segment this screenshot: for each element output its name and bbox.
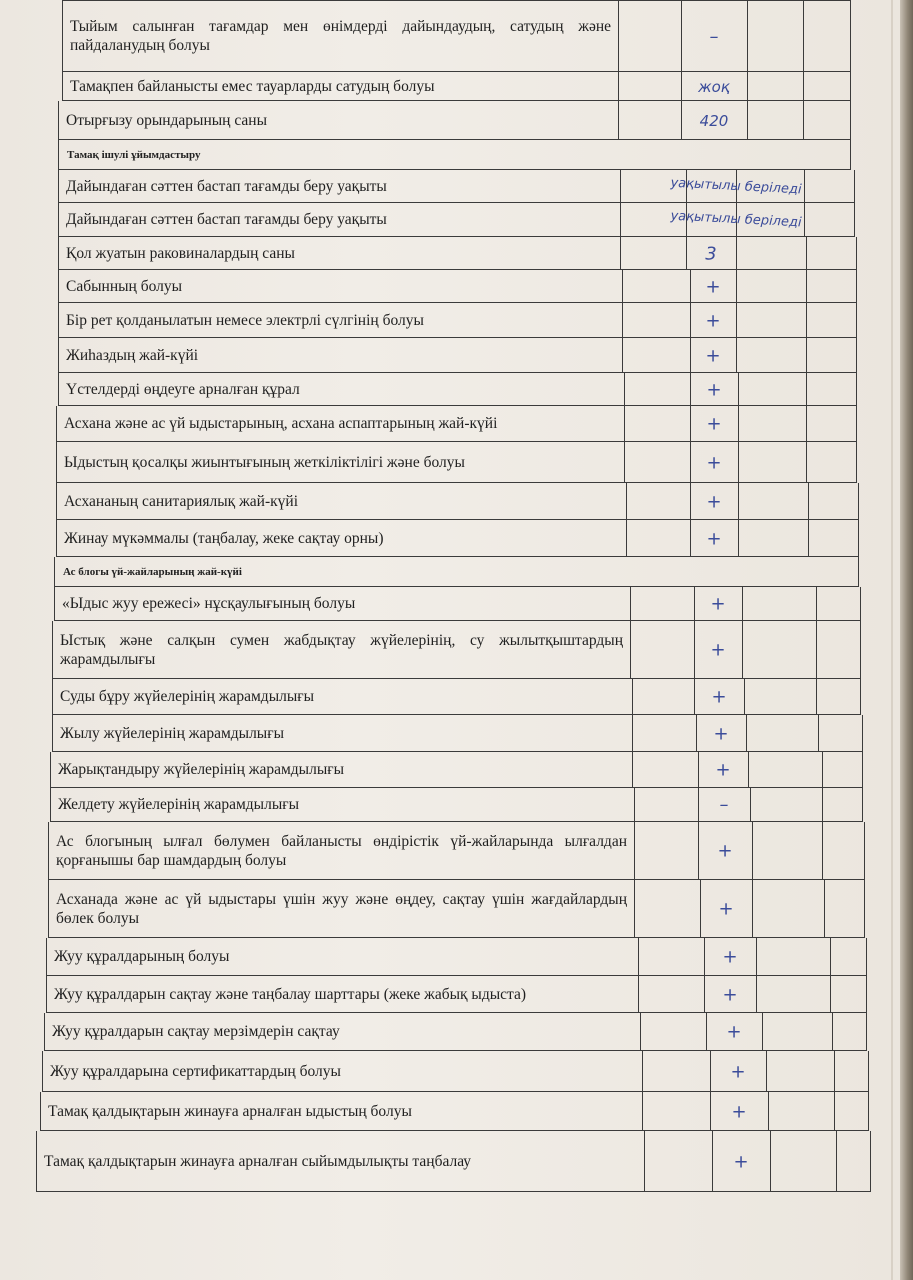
table-cell: [624, 406, 690, 441]
table-row: [58, 303, 857, 338]
table-row: [50, 788, 863, 822]
table-row: [56, 406, 857, 442]
item-label: Дайындаған сәттен бастап тағамды беру уақыты: [66, 177, 387, 195]
item-label: Асхананың санитариялық жай-күйі: [64, 492, 298, 510]
section-title: Ас блогы үй-жайларының жай-күйі: [63, 565, 242, 578]
table-cell: [744, 679, 816, 714]
handwritten-mark: +: [713, 723, 729, 744]
table-cell: [803, 72, 852, 100]
item-label: Ыстық және салқын сумен жабдықтау жүйелерінің, су жылытқыштардың жарамдылығы: [60, 631, 623, 668]
table-row: [56, 483, 859, 520]
item-label: Үстелдерді өңдеуге арналған құрал: [66, 380, 300, 398]
handwritten-mark: +: [706, 491, 722, 512]
table-cell: [736, 338, 806, 372]
table-cell: [626, 483, 690, 519]
handwritten-mark: +: [722, 946, 738, 968]
table-cell: [736, 270, 806, 302]
table-row: [58, 270, 857, 303]
table-cell: [746, 715, 818, 751]
item-label: Тамақ қалдықтарын жинауға арналған сыйымдылықты таңбалау: [44, 1152, 472, 1170]
item-label: Жиһаздың жай-күйі: [66, 346, 199, 364]
handwritten-mark: +: [706, 452, 722, 473]
table-cell: [747, 72, 803, 100]
handwritten-mark: +: [710, 593, 726, 615]
table-cell: [630, 587, 694, 620]
table-cell: [738, 520, 808, 556]
table-row: [50, 752, 863, 788]
table-cell: [762, 1013, 832, 1050]
table-row: [62, 72, 851, 101]
table-cell: [752, 880, 824, 937]
table-cell: [640, 1013, 706, 1050]
handwritten-mark: уақытылы беріледі: [670, 208, 802, 231]
table-row: [58, 101, 851, 140]
handwritten-mark: 3: [705, 243, 717, 264]
table-cell: [756, 938, 830, 975]
item-label: Бір рет қолданылатын немесе электрлі сүлгінің болуы: [66, 311, 424, 329]
handwritten-mark: +: [705, 276, 721, 297]
table-cell: [642, 1051, 710, 1091]
table-row: [52, 679, 861, 715]
table-cell: [742, 621, 816, 678]
handwritten-mark: +: [730, 1061, 746, 1082]
handwritten-mark: жоқ: [698, 77, 730, 96]
table-row: [48, 822, 865, 880]
handwritten-mark: +: [706, 528, 722, 549]
page-edge-line: [891, 0, 893, 1280]
table-cell: [806, 338, 858, 372]
section-header-row: [54, 557, 859, 587]
table-cell: [618, 1, 681, 71]
table-cell: [632, 679, 694, 714]
table-cell: [738, 483, 808, 519]
table-cell: [816, 621, 862, 678]
table-row: [46, 976, 867, 1013]
table-row: [48, 880, 865, 938]
page-edge-shadow: [900, 0, 913, 1280]
table-row: [58, 237, 857, 270]
handwritten-mark: +: [706, 413, 722, 435]
table-cell: [632, 715, 696, 751]
item-label: Ыдыстың қосалқы жиынтығының жеткіліктілігі және болуы: [64, 453, 465, 471]
table-cell: [642, 1092, 710, 1130]
table-cell: [634, 822, 698, 879]
item-label: Жинау мүкәммалы (таңбалау, жеке сақтау орны): [64, 529, 384, 547]
handwritten-mark: +: [722, 984, 738, 1005]
item-label: Жуу құралдарын сақтау және таңбалау шарттары (жеке жабық ыдыста): [54, 985, 527, 1003]
table-cell: [768, 1092, 834, 1130]
item-label: Асханада және ас үй ыдыстары үшін жуу және өңдеу, сақтау үшін жағдайлардың бөлек болуы: [56, 890, 627, 927]
table-row: [52, 621, 861, 679]
table-cell: [750, 788, 822, 821]
table-cell: [756, 976, 830, 1012]
table-row: [40, 1092, 869, 1131]
handwritten-mark: +: [711, 686, 727, 708]
table-cell: [766, 1051, 834, 1091]
item-label: Жылу жүйелерінің жарамдылығы: [60, 724, 284, 742]
table-cell: [634, 880, 700, 937]
table-row: [36, 1131, 871, 1192]
table-cell: [638, 976, 704, 1012]
handwritten-mark: 420: [699, 111, 729, 130]
table-cell: [830, 938, 868, 975]
table-cell: [816, 587, 862, 620]
handwritten-mark: +: [715, 759, 731, 781]
item-label: Суды бұру жүйелерінің жарамдылығы: [60, 688, 315, 705]
handwritten-mark: –: [719, 794, 729, 816]
handwritten-mark: +: [710, 639, 726, 661]
item-label: Жарықтандыру жүйелерінің жарамдылығы: [58, 761, 345, 778]
item-label: Сабынның болуы: [66, 277, 183, 295]
item-label: «Ыдыс жуу ережесі» нұсқаулығының болуы: [62, 595, 356, 612]
table-cell: [736, 237, 806, 269]
table-cell: [803, 1, 852, 71]
section-title: Тамақ ішулі ұйымдастыру: [67, 148, 201, 161]
table-cell: [622, 338, 690, 372]
table-cell: [806, 373, 858, 405]
handwritten-mark: уақытылы беріледі: [670, 175, 802, 197]
table-cell: [803, 101, 852, 139]
table-row: [56, 520, 859, 557]
table-cell: [624, 373, 690, 405]
item-label: Тамақпен байланысты емес тауарларды сатудың болуы: [70, 77, 435, 95]
item-label: Дайындаған сәттен бастап тағамды беру уақыты: [66, 211, 387, 228]
table-cell: [806, 303, 858, 337]
table-cell: [620, 237, 686, 269]
table-cell: [624, 442, 690, 482]
item-label: Жуу құралдарын сақтау мерзімдерін сақтау: [52, 1023, 340, 1040]
table-row: [46, 938, 867, 976]
item-label: Жуу құралдарының болуы: [54, 948, 230, 965]
table-cell: [816, 679, 862, 714]
table-cell: [770, 1131, 836, 1191]
table-cell: [626, 520, 690, 556]
item-label: Желдету жүйелерінің жарамдылығы: [58, 796, 299, 813]
handwritten-mark: +: [706, 379, 722, 400]
table-row: [42, 1051, 869, 1092]
table-cell: [752, 822, 822, 879]
item-label: Тыйым салынған тағамдар мен өнімдерді дайындаудың, сатудың және пайдаланудың болуы: [70, 18, 611, 54]
table-cell: [738, 442, 806, 482]
table-cell: [808, 520, 860, 556]
table-cell: [738, 373, 806, 405]
table-cell: [806, 406, 858, 441]
table-cell: [834, 1092, 870, 1130]
item-label: Асхана және ас үй ыдыстарының, асхана аспаптарының жай-күйі: [64, 415, 498, 432]
handwritten-mark: +: [733, 1151, 749, 1172]
table-cell: [618, 72, 681, 100]
table-cell: [632, 752, 698, 787]
handwritten-mark: +: [717, 840, 733, 862]
item-label: Отырғызу орындарының саны: [66, 111, 268, 129]
table-row: [58, 373, 857, 406]
item-label: Қол жуатын раковиналардың саны: [66, 244, 295, 262]
handwritten-mark: +: [705, 310, 721, 331]
table-cell: [747, 1, 803, 71]
handwritten-mark: +: [726, 1021, 742, 1043]
section-header-row: [58, 140, 851, 170]
table-cell: [806, 270, 858, 302]
item-label: Жуу құралдарына сертификаттардың болуы: [50, 1062, 341, 1080]
table-cell: [824, 880, 866, 937]
table-row: [52, 715, 863, 752]
table-cell: [806, 237, 858, 269]
table-cell: [804, 203, 856, 236]
handwritten-mark: +: [718, 898, 734, 920]
table-row: [44, 1013, 867, 1051]
table-cell: [622, 270, 690, 302]
table-cell: [748, 752, 822, 787]
table-cell: [634, 788, 698, 821]
table-cell: [834, 1051, 870, 1091]
table-cell: [630, 621, 694, 678]
table-cell: [822, 822, 866, 879]
table-cell: [618, 101, 681, 139]
table-cell: [622, 303, 690, 337]
item-label: Ас блогының ылғал бөлумен байланысты өндірістік үй-жайларында ылғалдан қорғанышы бар шамдардың болуы: [56, 832, 627, 869]
table-cell: [806, 442, 858, 482]
table-cell: [808, 483, 860, 519]
table-cell: [747, 101, 803, 139]
table-cell: [822, 752, 864, 787]
item-label: Тамақ қалдықтарын жинауға арналған ыдыстың болуы: [48, 1102, 412, 1120]
table-cell: [830, 976, 868, 1012]
table-cell: [644, 1131, 712, 1191]
table-cell: [818, 715, 864, 751]
table-cell: [738, 406, 806, 441]
table-cell: [804, 170, 856, 202]
table-cell: [736, 303, 806, 337]
table-row: [54, 587, 861, 621]
table-row: [62, 0, 851, 72]
table-cell: [832, 1013, 868, 1050]
handwritten-mark: +: [731, 1101, 747, 1122]
table-cell: [836, 1131, 872, 1191]
handwritten-mark: +: [705, 345, 721, 366]
handwritten-mark: –: [709, 26, 719, 48]
table-row: [58, 203, 855, 237]
table-cell: [822, 788, 864, 821]
table-cell: [742, 587, 816, 620]
table-row: [58, 170, 855, 203]
table-cell: [638, 938, 704, 975]
table-row: [58, 338, 857, 373]
table-row: [56, 442, 857, 483]
